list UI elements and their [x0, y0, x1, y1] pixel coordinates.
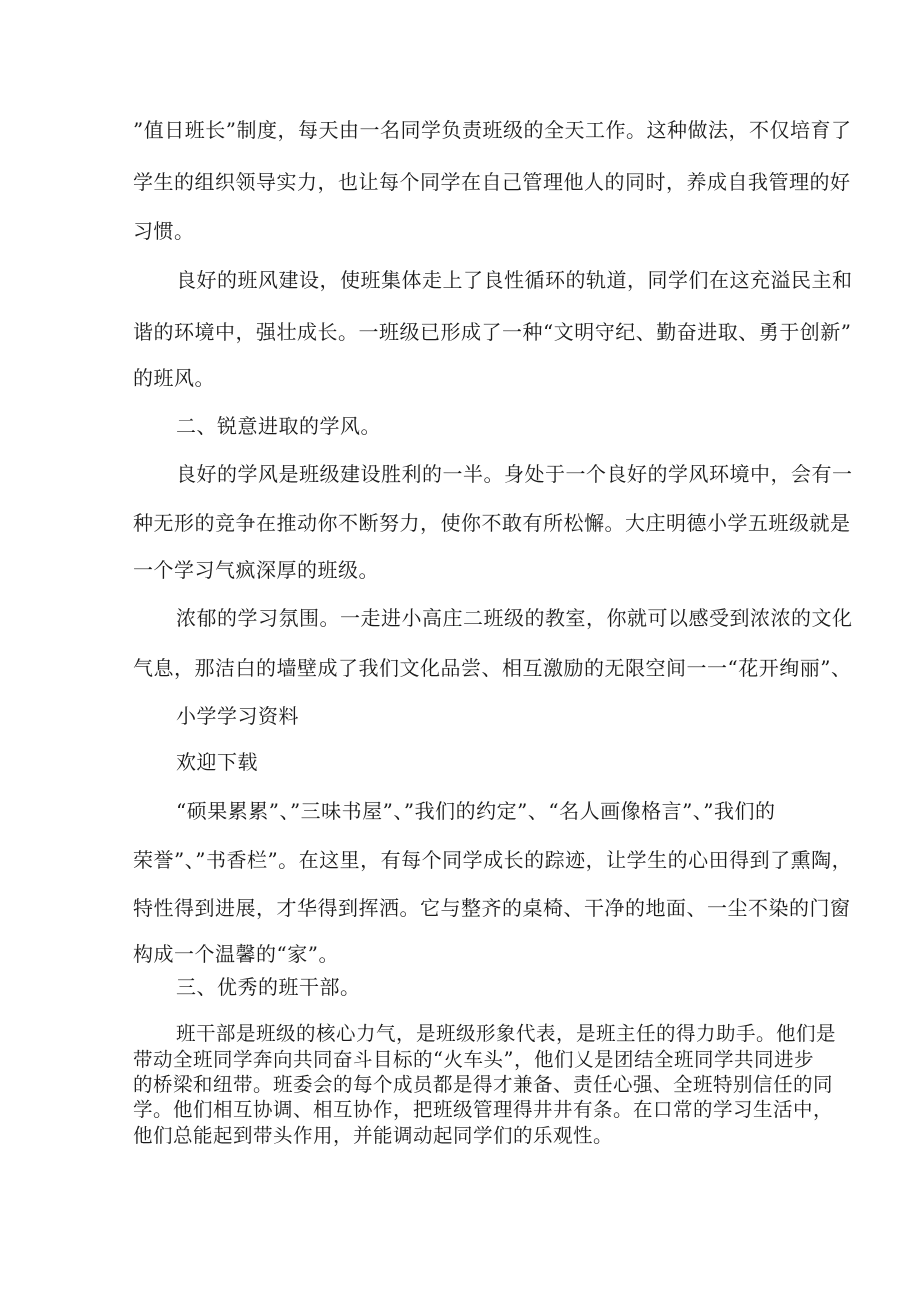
text-line: 习惯。: [133, 219, 195, 243]
heading-line: 三、优秀的班干部。: [176, 975, 361, 999]
text-line: 的桥梁和纽带。班委会的每个成员都是得才兼备、责任心强、全班特别信任的同: [133, 1073, 834, 1096]
text-line: 浓郁的学习氛围。一走进小高庄二班级的教室，你就可以感受到浓浓的文化: [176, 606, 853, 630]
text-line: 班干部是班级的核心力气，是班级形象代表，是班主任的得力助手。他们是: [176, 1022, 837, 1045]
note-line: 欢迎下载: [176, 750, 258, 774]
text-line: 一个学习气疯深厚的班级。: [133, 558, 379, 582]
text-line: 特性得到进展，才华得到挥洒。它与整齐的桌椅、干净的地面、一尘不染的门窗: [133, 896, 851, 920]
text-line: 的班风。: [133, 366, 215, 390]
text-line: 谐的环境中，强壮成长。一班级已形成了一种“文明守纪、勤奋进取、勇于创新”: [133, 320, 852, 344]
text-line: 学。他们相互协调、相互协作，把班级管理得井井有条。在口常的学习生活中，: [133, 1098, 834, 1121]
text-line: 荣誉”、”书香栏”。在这里，有每个同学成长的踪迹，让学生的心田得到了熏陶，: [133, 848, 853, 872]
text-line: ”值日班长”制度，每天由一名同学负责班级的全天工作。这种做法，不仅培育了: [133, 118, 852, 142]
text-line: 学生的组织领导实力，也让每个同学在自己管理他人的同时，养成自我管理的好: [133, 170, 851, 194]
text-line: 良好的班风建设，使班集体走上了良性循环的轨道，同学们在这充溢民主和: [176, 268, 853, 292]
text-line: 种无形的竞争在推动你不断努力，使你不敢有所松懈。大庄明德小学五班级就是: [133, 511, 851, 535]
heading-line: 二、锐意进取的学风。: [176, 414, 381, 438]
text-line: 气息，那洁白的墙壁成了我们文化品尝、相互激励的无限空间一一“花开绚丽”、: [133, 656, 852, 680]
text-line: 带动全班同学奔向共同奋斗目标的“火车头”，他们乂是团结全班同学共同进步: [133, 1048, 814, 1071]
text-line: 构成一个温馨的“家”。: [133, 942, 339, 966]
text-line: “硕果累累”、”三味书屋”、”我们的约定”、“名人画像格言”、”我们的: [176, 799, 776, 823]
note-line: 小学学习资料: [176, 704, 299, 728]
text-line: 良好的学风是班级建设胜利的一半。身处于一个良好的学风环境中，会有一: [176, 462, 853, 486]
text-line: 他们总能起到带头作用，并能调动起同学们的乐观性。: [133, 1124, 614, 1147]
